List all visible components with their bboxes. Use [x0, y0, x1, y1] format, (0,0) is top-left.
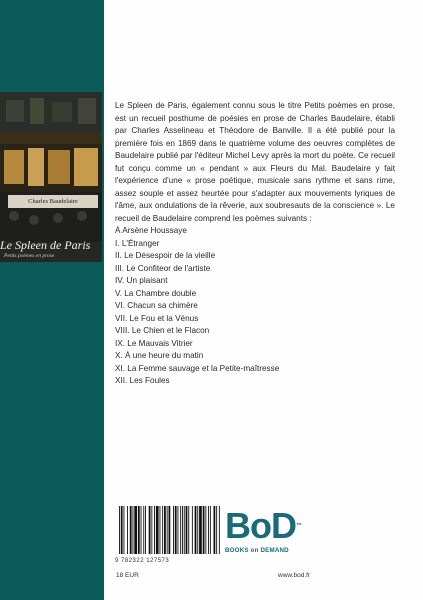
trademark-symbol: ™ [296, 523, 302, 529]
poem-item: VIII. Le Chien et le Flacon [115, 326, 210, 335]
poem-item: I. L'Étranger [115, 238, 160, 248]
barcode-bar [214, 506, 216, 554]
barcode-bar [121, 506, 123, 554]
barcode-bar [156, 506, 159, 554]
poem-item: IV. Un plaisant [115, 276, 168, 285]
barcode-bar [154, 506, 155, 554]
poem-item: II. Le Désespoir de la vieille [115, 251, 216, 260]
barcode-bar [167, 506, 168, 554]
poem-item: VII. Le Fou et la Vénus [115, 313, 199, 323]
publisher-tagline: BOOKS on DEMAND [225, 547, 289, 554]
barcode-bar [149, 506, 151, 554]
barcode-bar [127, 506, 128, 554]
spine-author: Charles Baudelaire [8, 195, 98, 208]
barcode-bar [145, 506, 146, 554]
barcode-bar [210, 506, 211, 554]
barcode-bar [195, 506, 197, 554]
cover-photo [0, 92, 102, 262]
barcode-bar [182, 506, 183, 554]
poem-item: XI. La Femme sauvage et la Petite-maîtresse [115, 363, 280, 373]
isbn-barcode [115, 506, 223, 564]
barcode-bar [216, 506, 217, 554]
poem-item: V. La Chambre double [115, 288, 197, 298]
barcode-bar [169, 506, 171, 554]
barcode-bar [134, 506, 137, 554]
poem-item: XII. Les Foules [115, 376, 170, 385]
barcode-bar [180, 506, 181, 554]
barcode-bar [143, 506, 144, 554]
barcode-bar [151, 506, 152, 554]
poem-item: X. À une heure du matin [115, 351, 204, 360]
barcode-bar [208, 506, 209, 554]
price: 18 EUR [116, 572, 139, 579]
barcode-bar [184, 506, 185, 554]
poem-item: À Arsène Houssaye [115, 226, 187, 235]
poem-item: IX. Le Mauvais Vitrier [115, 338, 193, 348]
cafe-street-photo [0, 92, 102, 262]
barcode-bar [160, 506, 161, 554]
barcode-bar [178, 506, 179, 554]
description-paragraph: Le Spleen de Paris, également connu sous le titre Petits poèmes en prose, est un recueil posthume de poésies en prose de Charles Baudelaire, établi par Charles Asselineau et Théodore de Banville. Il a été publié pour la première fois en 1869 dans le quatrième volume des oeuvres complètes de Baudelaire publié par l'éditeur Michel Levy après la mort du poète. Ce recueil fut conçu comme un « pendant » aux Fleurs du Mal. Baudelaire y fait l'expérience d'une « prose poétique, musicale sans rythme et sans rime, assez souple et assez heurtée pour s'adapter aux mouvements lyriques de l'âme, aux ondulations de la rêverie, aux soubresauts de la conscience ». Le recueil de Baudelaire comprend les poèmes suivants : [115, 101, 395, 223]
spine-title: Le Spleen de Paris [0, 238, 91, 252]
barcode-bar [192, 506, 193, 554]
spine-subtitle: Petits poèmes en prose [4, 253, 55, 259]
barcode-bar [162, 506, 163, 554]
barcode-bar [164, 506, 166, 554]
barcode-bar [199, 506, 202, 554]
barcode-bar [197, 506, 198, 554]
logo-text: BoD [225, 505, 296, 546]
barcode-bar [138, 506, 140, 554]
barcode-bar [186, 506, 188, 554]
barcode-bar [119, 506, 120, 554]
barcode-bar [130, 506, 132, 554]
poem-list [115, 225, 395, 388]
barcode-bar [219, 506, 220, 554]
barcode-bar [188, 506, 189, 554]
barcode-bar [141, 506, 142, 554]
barcode-bar [133, 506, 134, 554]
barcode-bar [175, 506, 177, 554]
isbn-number: 9 782322 127573 [115, 558, 170, 564]
barcode-bar [203, 506, 205, 554]
poem-item: III. Le Confiteor de l'artiste [115, 263, 211, 273]
barcode-bar [124, 506, 125, 554]
publisher-url: www.bod.fr [278, 572, 311, 579]
barcode-bar [173, 506, 174, 554]
cover-spine [0, 0, 104, 600]
barcode-graphic [115, 506, 223, 556]
poem-item: VI. Chacun sa chimère [115, 301, 198, 310]
publisher-logo [225, 505, 313, 554]
barcode-bar [205, 506, 206, 554]
blurb [115, 100, 395, 388]
